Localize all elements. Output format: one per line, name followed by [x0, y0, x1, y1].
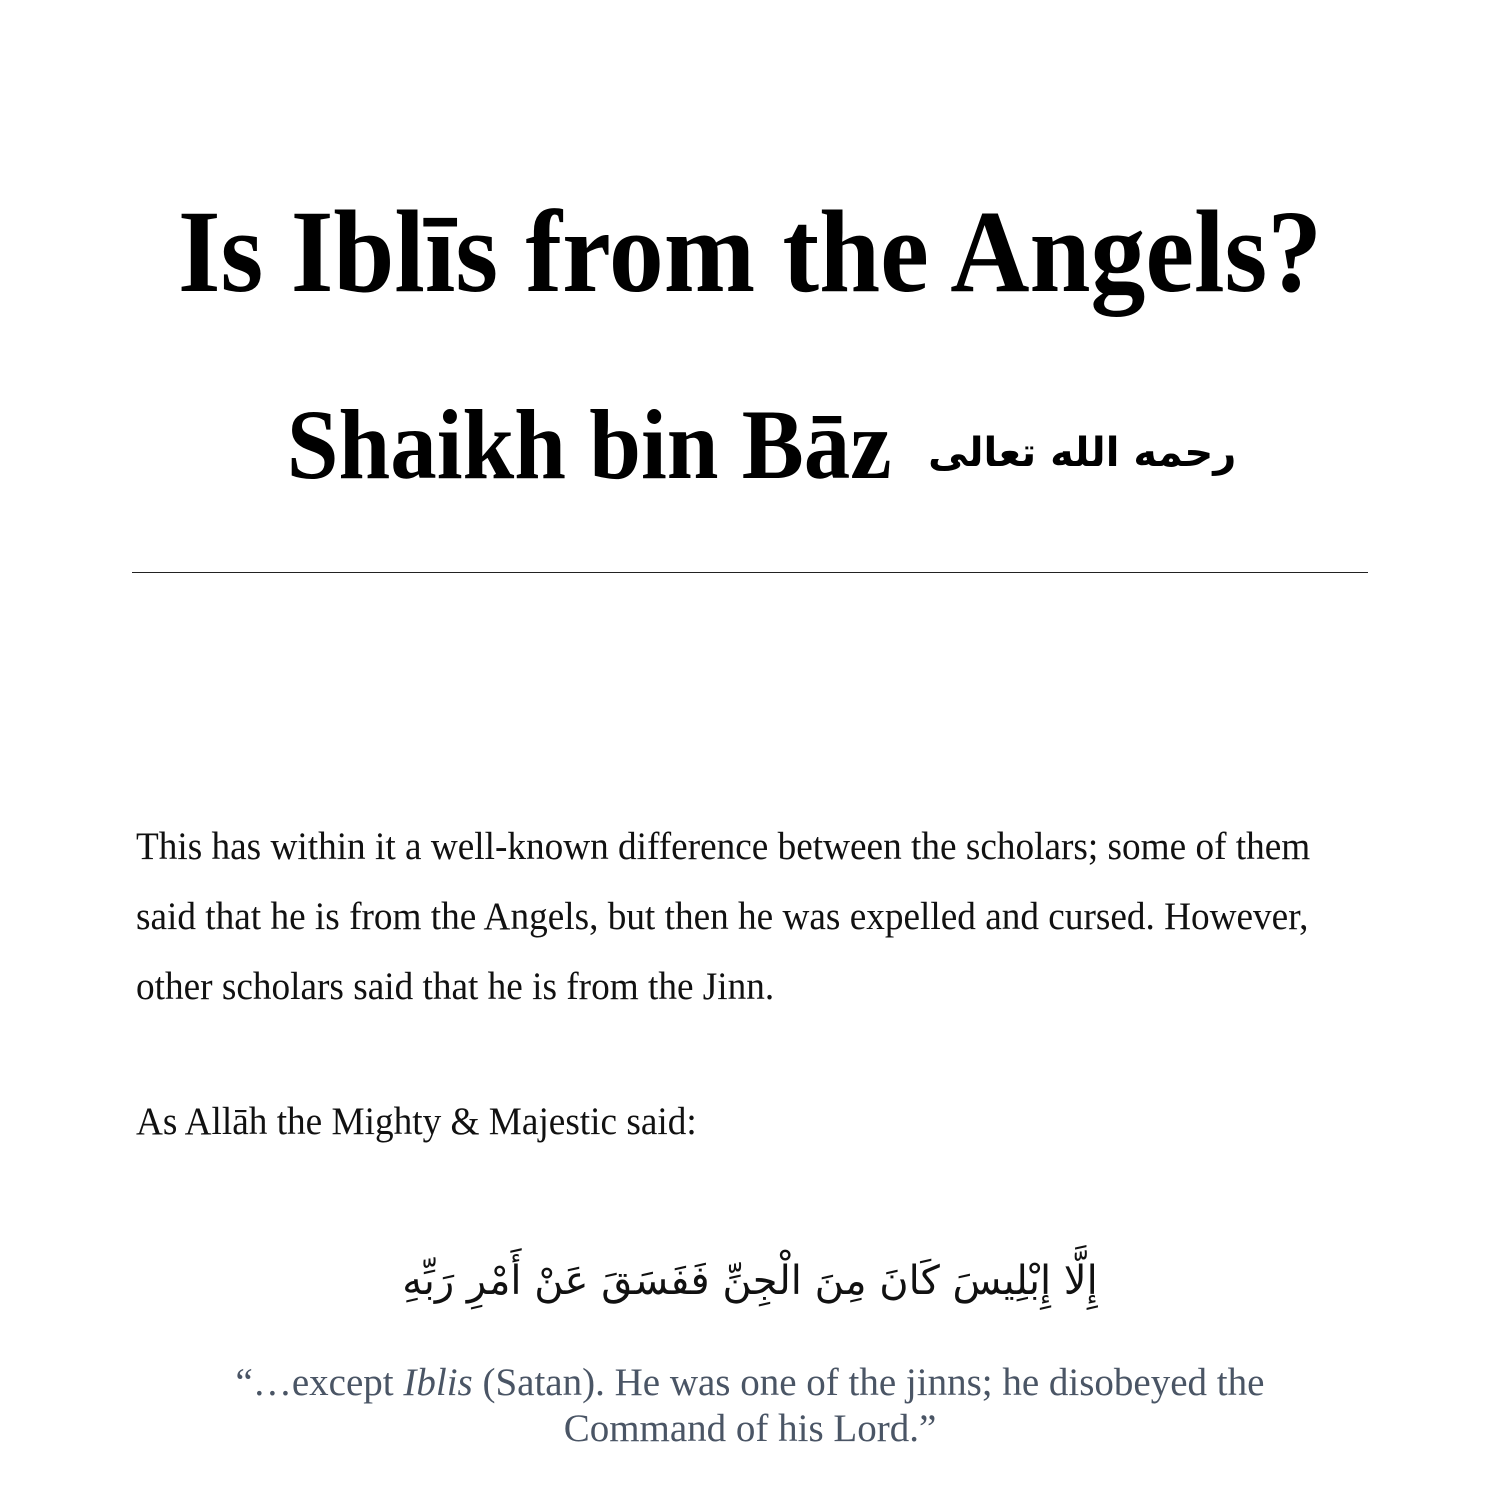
- body-paragraph: This has within it a well-known difference between the scholars; some of them said that he is from the Angels, but then he was expelled and cursed. However, other scholars said that he is from the Jinn.: [136, 825, 1311, 1008]
- author-name: Shaikh bin Bāz: [286, 389, 892, 500]
- page-title: Is Iblīs from the Angels?: [177, 186, 1323, 317]
- honorific-arabic: رحمه الله تعالى: [928, 430, 1237, 476]
- verse-translation: [150, 1360, 1350, 1452]
- author-heading: [0, 390, 1500, 500]
- translation-rest: (Satan). He was one of the jinns; he disobeyed the Command of his Lord.”: [472, 1361, 1265, 1450]
- quran-verse-arabic: إِلَّا إِبْلِيسَ كَانَ مِنَ الْجِنِّ فَفَسَقَ عَنْ أَمْرِ رَبِّهِ: [402, 1258, 1098, 1304]
- title-divider: [132, 572, 1368, 573]
- translation-open: “…except: [235, 1361, 404, 1404]
- verse-intro: As Allāh the Mighty & Majestic said:: [136, 1100, 697, 1143]
- translation-italic-name: Iblis: [403, 1361, 473, 1404]
